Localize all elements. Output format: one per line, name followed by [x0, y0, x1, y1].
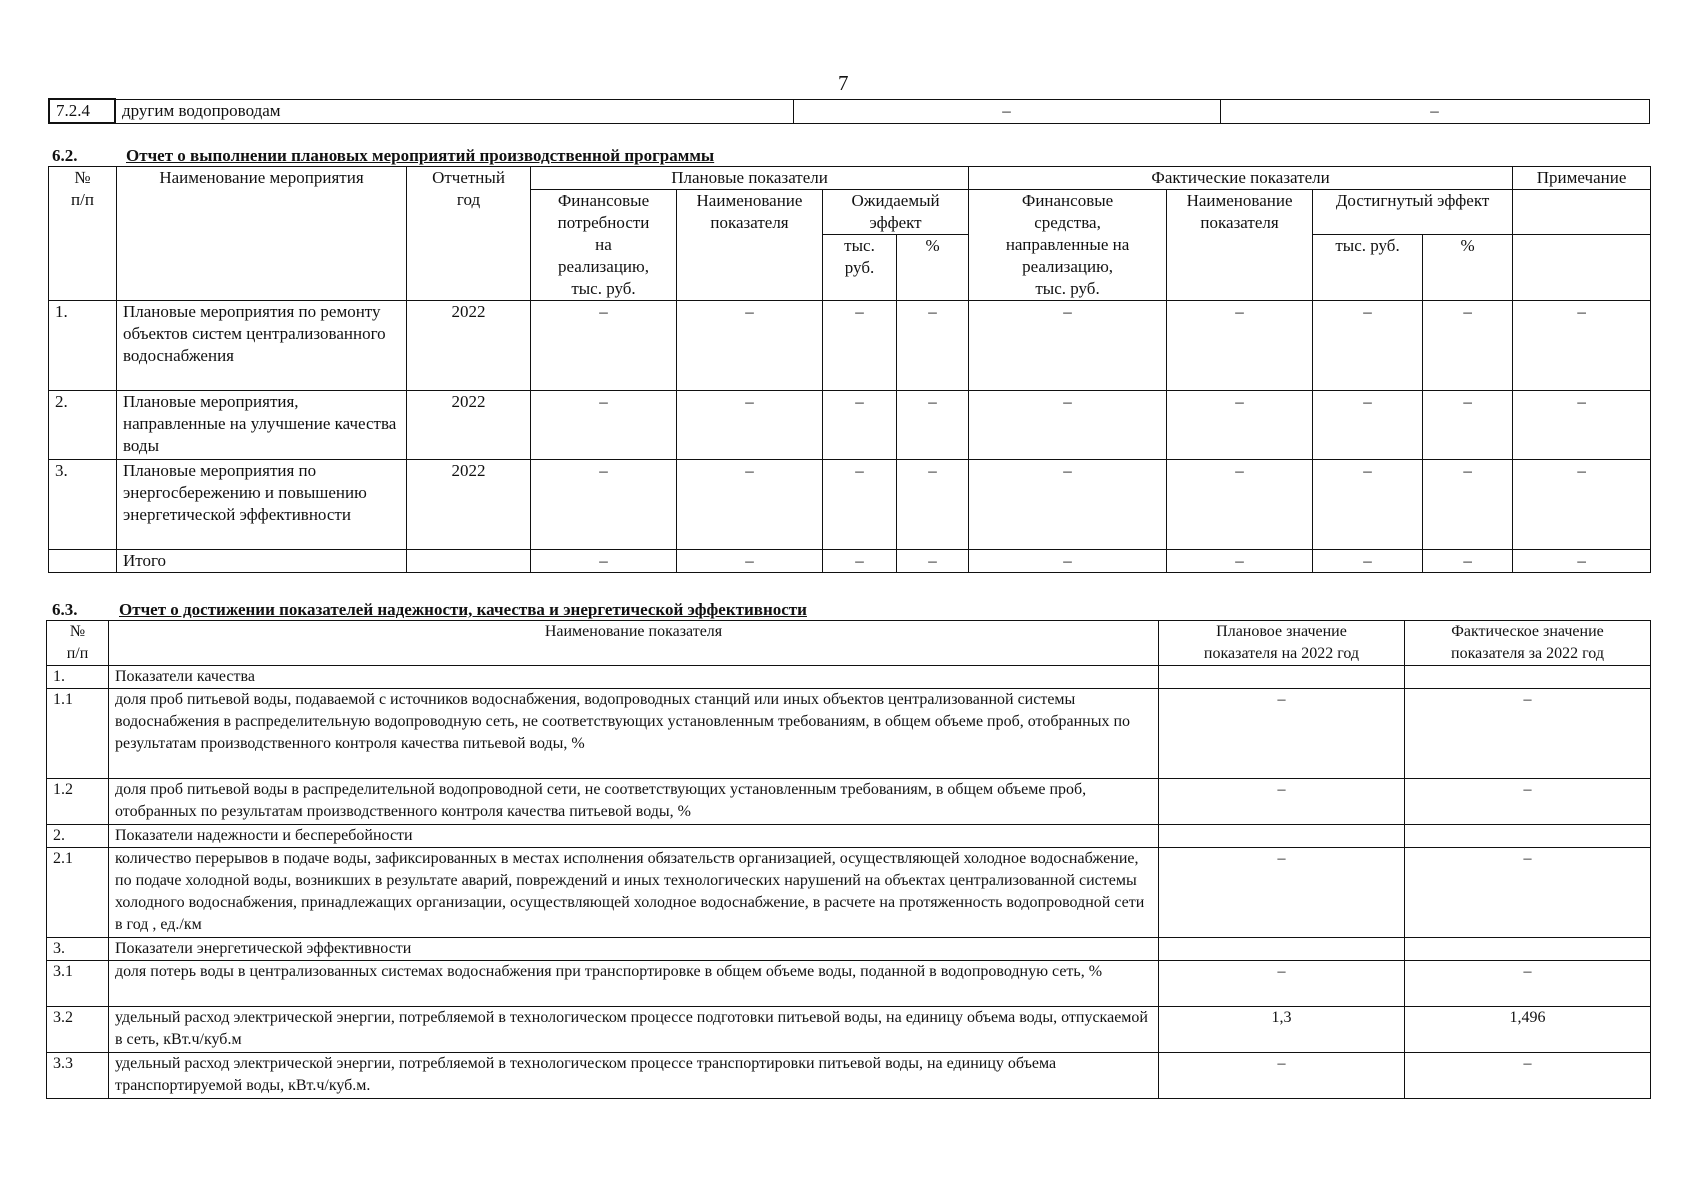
row-plan: –	[1159, 961, 1405, 1007]
table-row-total	[49, 550, 1651, 573]
row-name: количество перерывов в подаче воды, зафиксированных в местах исполнения обязательств организацией, осуществляющей холодное водоснабжение, по подаче холодной воды, возникших в результате аварий, повреждений и иных технологических нарушений на объектах централизованной системы холодного водоснабжения, принадлежащих организации, осуществляющей холодное водоснабжение, в расчете на протяженность водопроводной сети в год , ед./км	[109, 848, 1159, 938]
row-year: 2022	[407, 301, 531, 391]
row-num: 3.	[47, 938, 109, 961]
row-fact: –	[1405, 961, 1651, 1007]
row-fact	[1405, 938, 1651, 961]
row-value: –	[823, 550, 897, 573]
row-year: 2022	[407, 391, 531, 460]
row-value: –	[1423, 391, 1513, 460]
production-program-table	[48, 166, 1651, 573]
section-6-3-number: 6.3.	[52, 600, 78, 619]
row-fact: –	[1405, 779, 1651, 825]
row-name: Плановые мероприятия, направленные на улучшение качества воды	[117, 391, 407, 460]
row-value: –	[823, 391, 897, 460]
header-note-blank	[1513, 190, 1651, 235]
row-value: –	[677, 301, 823, 391]
row-value: –	[969, 391, 1167, 460]
row-value-plan: –	[793, 99, 1220, 123]
header-name: Наименование мероприятия	[117, 167, 407, 301]
row-value: –	[897, 391, 969, 460]
row-value: –	[969, 460, 1167, 550]
table-row	[47, 848, 1651, 938]
row-value: –	[969, 301, 1167, 391]
header-plan: Плановое значение показателя на 2022 год	[1159, 621, 1405, 666]
header-year: Отчетный год	[407, 167, 531, 301]
row-plan	[1159, 666, 1405, 689]
row-name: Показатели качества	[109, 666, 1159, 689]
row-num: 2.1	[47, 848, 109, 938]
row-value: –	[1167, 391, 1313, 460]
table-row	[47, 938, 1651, 961]
row-plan: –	[1159, 1053, 1405, 1099]
table-row	[49, 460, 1651, 550]
row-name: удельный расход электрической энергии, потребляемой в технологическом процессе подготовки питьевой воды, на единицу объема воды, отпускаемой в сеть, кВт.ч/куб.м	[109, 1007, 1159, 1053]
header-plan-name: Наименование показателя	[677, 190, 823, 301]
table-row	[49, 301, 1651, 391]
row-fact: –	[1405, 848, 1651, 938]
row-name: Показатели надежности и бесперебойности	[109, 825, 1159, 848]
row-value: –	[531, 550, 677, 573]
row-plan: –	[1159, 689, 1405, 779]
row-num: 1.1	[47, 689, 109, 779]
row-plan	[1159, 825, 1405, 848]
header-fact-pct: %	[1423, 235, 1513, 301]
row-value: –	[1313, 550, 1423, 573]
header-num: № п/п	[47, 621, 109, 666]
header-plan-fin: Финансовые потребности на реализацию, тыс. руб.	[531, 190, 677, 301]
table-row	[47, 779, 1651, 825]
table-row	[49, 391, 1651, 460]
header-name: Наименование показателя	[109, 621, 1159, 666]
row-value: –	[897, 301, 969, 391]
row-value: –	[1513, 391, 1651, 460]
row-value: –	[1167, 460, 1313, 550]
row-name: Плановые мероприятия по ремонту объектов систем централизованного водоснабжения	[117, 301, 407, 391]
header-fact-name: Наименование показателя	[1167, 190, 1313, 301]
section-6-2-title: Отчет о выполнении плановых мероприятий производственной программы	[126, 146, 715, 165]
row-num: 1.	[47, 666, 109, 689]
header-plan-pct: %	[897, 235, 969, 301]
row-value: –	[677, 550, 823, 573]
header-fact-tr: тыс. руб.	[1313, 235, 1423, 301]
row-value: –	[531, 460, 677, 550]
row-value: –	[897, 550, 969, 573]
row-value: –	[1423, 301, 1513, 391]
row-value: –	[1313, 301, 1423, 391]
row-name: удельный расход электрической энергии, потребляемой в технологическом процессе транспортировки питьевой воды, на единицу объема транспортируемой воды, кВт.ч/куб.м.	[109, 1053, 1159, 1099]
row-number: 7.2.4	[49, 99, 115, 123]
row-name: Показатели энергетической эффективности	[109, 938, 1159, 961]
row-name: Итого	[117, 550, 407, 573]
header-fact: Фактическое значение показателя за 2022 год	[1405, 621, 1651, 666]
table-row	[47, 689, 1651, 779]
row-num: 3.3	[47, 1053, 109, 1099]
row-num: 1.	[49, 301, 117, 391]
row-name: другим водопроводам	[115, 99, 793, 123]
row-num: 2.	[49, 391, 117, 460]
row-year	[407, 550, 531, 573]
row-name: доля проб питьевой воды, подаваемой с источников водоснабжения, водопроводных станций или иных объектов централизованной системы водоснабжения в распределительную водопроводную сеть, не соответствующих установленным требованиям, в общем объеме проб, отобранных по результатам производственного контроля качества питьевой воды, %	[109, 689, 1159, 779]
row-name: доля потерь воды в централизованных системах водоснабжения при транспортировке в общем объеме воды, поданной в водопроводную сеть, %	[109, 961, 1159, 1007]
row-value: –	[531, 391, 677, 460]
row-num: 3.	[49, 460, 117, 550]
row-value: –	[1167, 550, 1313, 573]
row-plan: –	[1159, 848, 1405, 938]
table-row	[47, 1053, 1651, 1099]
header-fact: Фактические показатели	[969, 167, 1513, 190]
header-plan: Плановые показатели	[531, 167, 969, 190]
row-value: –	[969, 550, 1167, 573]
row-fact: 1,496	[1405, 1007, 1651, 1053]
table-row	[47, 1007, 1651, 1053]
row-fact	[1405, 666, 1651, 689]
row-name: Плановые мероприятия по энергосбережению и повышению энергетической эффективности	[117, 460, 407, 550]
row-value: –	[531, 301, 677, 391]
row-num: 2.	[47, 825, 109, 848]
row-value: –	[1423, 460, 1513, 550]
header-plan-tr: тыс. руб.	[823, 235, 897, 301]
row-fact: –	[1405, 689, 1651, 779]
row-value: –	[1513, 301, 1651, 391]
section-6-3-title: Отчет о достижении показателей надежности, качества и энергетической эффективности	[119, 600, 807, 619]
row-value: –	[677, 391, 823, 460]
row-value: –	[897, 460, 969, 550]
page-number: 7	[838, 71, 849, 95]
row-name: доля проб питьевой воды в распределительной водопроводной сети, не соответствующих установленным требованиям, в общем объеме проб, отобранных по результатам производственного контроля качества питьевой воды, %	[109, 779, 1159, 825]
header-fact-fin: Финансовые средства, направленные на реализацию, тыс. руб.	[969, 190, 1167, 301]
row-num: 3.1	[47, 961, 109, 1007]
row-num: 3.2	[47, 1007, 109, 1053]
row-plan: –	[1159, 779, 1405, 825]
header-note-blank-2	[1513, 235, 1651, 301]
row-value: –	[1513, 550, 1651, 573]
header-fact-effect: Достигнутый эффект	[1313, 190, 1513, 235]
row-num: 1.2	[47, 779, 109, 825]
indicators-table	[46, 620, 1651, 1099]
row-value: –	[1513, 460, 1651, 550]
section-6-2-number: 6.2.	[52, 146, 78, 165]
row-fact	[1405, 825, 1651, 848]
row-plan: 1,3	[1159, 1007, 1405, 1053]
row-plan	[1159, 938, 1405, 961]
row-num	[49, 550, 117, 573]
row-value: –	[1313, 391, 1423, 460]
table-row	[47, 961, 1651, 1007]
table-row	[47, 666, 1651, 689]
row-value: –	[677, 460, 823, 550]
row-value: –	[1313, 460, 1423, 550]
row-fact: –	[1405, 1053, 1651, 1099]
row-value: –	[823, 301, 897, 391]
row-value: –	[823, 460, 897, 550]
table-row	[47, 825, 1651, 848]
header-num: № п/п	[49, 167, 117, 301]
row-value: –	[1167, 301, 1313, 391]
row-value: –	[1423, 550, 1513, 573]
row-value-fact: –	[1220, 99, 1649, 123]
header-plan-effect: Ожидаемый эффект	[823, 190, 969, 235]
header-note: Примечание	[1513, 167, 1651, 190]
continuation-table	[48, 98, 1650, 124]
row-year: 2022	[407, 460, 531, 550]
